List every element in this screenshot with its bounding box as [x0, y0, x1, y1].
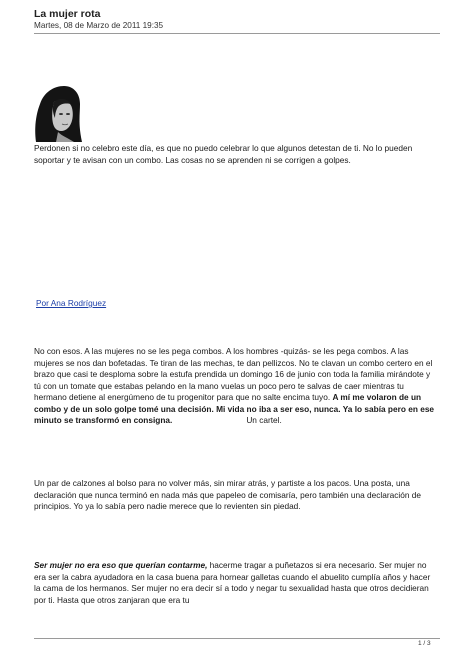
body-paragraph-3: [34, 560, 438, 606]
author-link[interactable]: Por Ana Rodríguez: [36, 298, 107, 308]
publish-date: Martes, 08 de Marzo de 2011 19:35: [34, 21, 164, 30]
document-title: La mujer rota: [34, 8, 101, 20]
paragraph-3-lead: Ser mujer no era eso que querían contarme,: [34, 560, 208, 570]
page-number: 1 / 3: [418, 640, 431, 647]
footer-divider: [34, 638, 440, 639]
paragraph-1-text: No con esos. A las mujeres no se les pega combos. A los hombres -quizás- se les pega combos. A las mujeres se nos dan bofetadas. Te tiran de las mechas, te dan pellizcos. No te clavan un combo certero en el brazo que casi te desploma sobre la estufa prendida un domingo 16 de junio con toda la familia mirándote y tú con un tomate que estabas pelando en la mano vuelas un poco pero te salvas de caer mientras tu hermano detiene al energúmeno de tu progenitor para que no salte encima tuyo.: [34, 346, 433, 402]
paragraph-1-tail: Un cartel.: [246, 415, 282, 425]
author-photo: [34, 84, 82, 142]
body-paragraph-1: [34, 346, 438, 427]
paragraph-1-bold: A mí me volaron de un combo y de un solo golpe tomé una decisión. Mi vida no iba a ser eso, nunca. Ya lo sabía pero en ese minuto se transformó en consigna.: [34, 392, 435, 425]
intro-paragraph: Perdonen si no celebro este día, es que no puedo celebrar lo que algunos detestan de ti. No lo pueden soportar y te avisan con un combo. Las cosas no se aprenden ni se corrigen a golpes.: [34, 143, 413, 165]
body-paragraph-2: Un par de calzones al bolso para no volver más, sin mirar atrás, y partiste a los pacos. Una posta, una declaración que nunca terminó en nada más que papeleo de comisaría, pero también una declaración de principios. Yo ya lo sabía pero nadie merece que lo revienten sin piedad.: [34, 478, 421, 511]
header-divider: [34, 33, 440, 34]
paragraph-3-text: hacerme tragar a puñetazos si era necesario. Ser mujer no era ser la cabra ayudadora en la casa buena para hornear galletas cuando el abuelito cumplía años y hacer la cama de los hermanos. Ser mujer no era decir sí a todo y negar tu sexualidad hasta que otros decidieran por ti. Hasta que otros zanjaran que era tu: [34, 560, 431, 605]
